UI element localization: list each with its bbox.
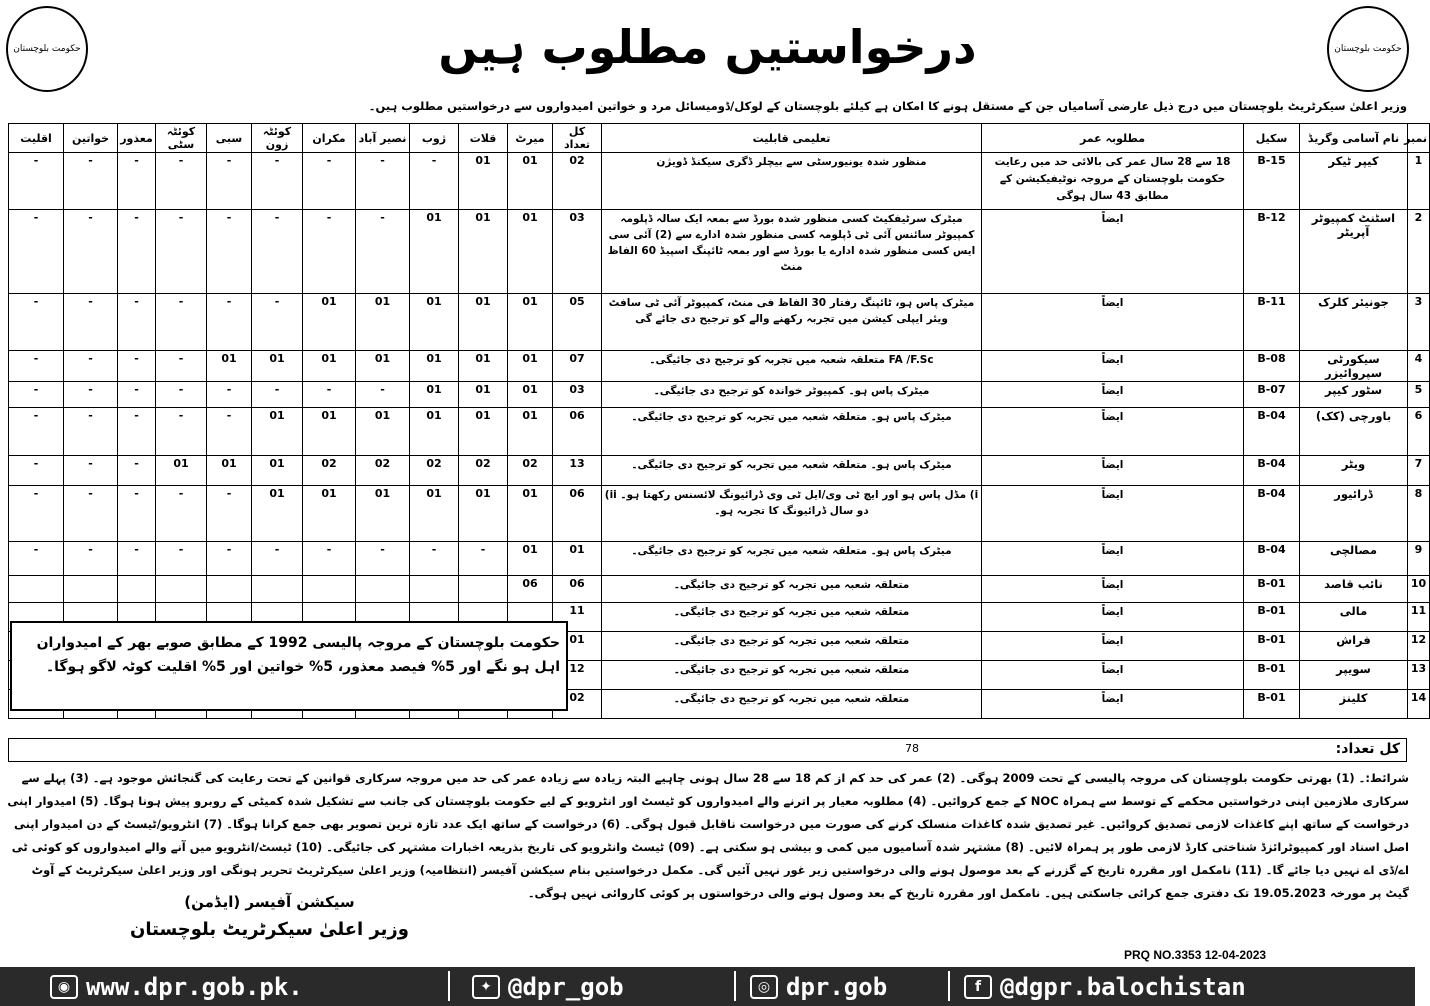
table-row: [9, 210, 1430, 294]
cell-total: 02: [553, 153, 602, 210]
cell-total: 03: [553, 382, 602, 408]
cell-qual: میٹرک پاس ہو۔ متعلقہ شعبہ میں تجربہ کو ترجیح دی جائیگی۔: [602, 408, 982, 456]
cell-nasirabad: -: [356, 382, 410, 408]
column-header: نام آسامی وگریڈ: [1300, 124, 1408, 153]
cell-kalat: 01: [459, 486, 508, 542]
conditions-text: شرائط:۔ (1) بھرتی حکومت بلوچستان کی مروجہ پالیسی کے تحت 2009 ہوگی۔ (2) عمر کی حد کم از کم 18 سے 28 سال ہونی چاہیے البتہ زیادہ سے زیادہ عمر کی حد میں مروجہ سرکاری قوانین کے تحت رعایت کی گنجائش موجود ہے۔ (3) پہلے سے سرکاری ملازمین اپنی درخواستیں محکمے کے توسط سے ہمراہ NOC کے جمع کروائیں۔ (4) مطلوبہ معیار پر اترنے والے امیدواروں کو ٹیسٹ اور انٹرویو کے لیے حکومت بلوچستان کی جانب سے تشکیل شدہ کمیٹی کے روبرو پیش ہونا ہوگا۔ (5) امیدوار اپنی درخواست کے ساتھ اپنے کاغذات لازمی تصدیق کروائیں۔ غیر تصدیق شدہ کاغذات منسلک کرنے کی صورت میں درخواست ناقابل قبول ہوگی۔ (6) درخواست کے ساتھ ایک عدد تازہ ترین تصویر بھی جمع کرانا ہوگا۔ (7) انٹرویو/ٹیسٹ کے دن امیدوار اپنی اصل اسناد اور کمپیوٹرائزڈ شناختی کارڈ لازمی طور پر ہمراہ لائیں۔ (8) مشتہر شدہ آسامیوں میں کمی و بیشی ہو سکتی ہے۔ (09) ٹیسٹ وانٹرویو کی تاریخ بذریعہ اخبارات مشتہر کی جائیگی۔ (10) ٹیسٹ/انٹرویو میں آنے والے امیدواروں کو کوئی ٹی اے/ڈی اے نہیں دیا جائے گا۔ (11) نامکمل اور مقررہ تاریخ کے گزرنے کے بعد موصول ہونے والی درخواستیں زیر غور نہیں آئیں گی۔ مکمل درخواستیں بنام سیکشن آفیسر (انتظامیہ) وزیر اعلیٰ سیکرٹریٹ تحریر ہونگی اور وزیر اعلیٰ سیکرٹریٹ کے آوٹ گیٹ پر مورخہ 19.05.2023 تک دفتری جمع کرائی جاسکتی ہیں۔ نامکمل اور مقررہ تاریخ کے بعد وصول ہونے والی درخواستوں پر کوئی کاروائی نہیں ہوگی۔: [7, 771, 1409, 900]
cell-total: 05: [553, 294, 602, 351]
cell-minority: -: [9, 408, 64, 456]
intro-text: وزیر اعلیٰ سیکرٹریٹ بلوچستان میں درج ذیل عارضی آسامیاں جن کے مستقل ہونے کا امکان ہے کیلئے بلوچستان کے لوکل/ڈومیسائل مرد و خواتین امیدواروں سے درخواستیں مطلوب ہیں۔: [368, 99, 1407, 113]
total-value: 78: [905, 742, 919, 755]
column-header: ژوب: [410, 124, 459, 153]
cell-makran: 02: [303, 456, 356, 486]
cell-minority: -: [9, 153, 64, 210]
cell-qual: i) مڈل پاس ہو اور ایچ ٹی وی/ایل ٹی وی ڈرائیونگ لائسنس رکھتا ہو۔ ii) دو سال ڈرائیونگ کا تجربہ ہو۔: [602, 486, 982, 542]
column-header: خواتین: [64, 124, 118, 153]
logo-right-text: حکومت بلوچستان: [1334, 44, 1402, 54]
cell-age: ایضاً: [982, 408, 1244, 456]
website-link[interactable]: [50, 973, 303, 1001]
cell-quetta-zone: -: [252, 382, 303, 408]
cell-disabled: -: [118, 153, 156, 210]
instagram-link[interactable]: [750, 973, 887, 1001]
cell-scale: B-07: [1244, 382, 1300, 408]
cell-women: -: [64, 294, 118, 351]
cell-quetta-city: -: [156, 408, 207, 456]
cell-disabled: -: [118, 210, 156, 294]
table-row: [9, 351, 1430, 382]
cell-sibi: -: [207, 486, 252, 542]
cell-sibi: [207, 576, 252, 603]
cell-sibi: -: [207, 408, 252, 456]
cell-kalat: 01: [459, 153, 508, 210]
cell-zhob: 01: [410, 486, 459, 542]
footer-bar: [0, 967, 1415, 1006]
total-row: [8, 738, 1407, 762]
cell-zhob: 01: [410, 294, 459, 351]
cell-no: 10: [1408, 576, 1430, 603]
column-header: کل تعداد: [553, 124, 602, 153]
cell-qual: متعلقہ شعبہ میں تجربہ کو ترجیح دی جائیگی۔: [602, 603, 982, 632]
cell-quetta-city: -: [156, 351, 207, 382]
cell-scale: B-15: [1244, 153, 1300, 210]
cell-merit: 02: [508, 456, 553, 486]
cell-total: 12: [553, 661, 602, 690]
column-header: اقلیت: [9, 124, 64, 153]
cell-kalat: 01: [459, 382, 508, 408]
cell-zhob: 01: [410, 210, 459, 294]
cell-zhob: 02: [410, 456, 459, 486]
cell-name: کلینز: [1300, 690, 1408, 719]
cell-makran: 01: [303, 408, 356, 456]
cell-total: 06: [553, 486, 602, 542]
cell-qual: متعلقہ شعبہ میں تجربہ کو ترجیح دی جائیگی۔: [602, 661, 982, 690]
cell-makran: 01: [303, 486, 356, 542]
cell-merit: 01: [508, 153, 553, 210]
cell-kalat: -: [459, 542, 508, 576]
cell-sibi: 01: [207, 456, 252, 486]
cell-name: اسٹنٹ کمپیوٹر آپریٹر: [1300, 210, 1408, 294]
cell-zhob: 01: [410, 408, 459, 456]
cell-quetta-zone: -: [252, 210, 303, 294]
cell-women: -: [64, 351, 118, 382]
cell-quetta-zone: -: [252, 294, 303, 351]
column-header: سکیل: [1244, 124, 1300, 153]
cell-name: فراش: [1300, 632, 1408, 661]
cell-age: ایضاً: [982, 456, 1244, 486]
cell-minority: -: [9, 294, 64, 351]
cell-sibi: -: [207, 382, 252, 408]
cell-merit: 01: [508, 351, 553, 382]
cell-age: ایضاً: [982, 632, 1244, 661]
cell-minority: -: [9, 542, 64, 576]
cell-quetta-zone: 01: [252, 456, 303, 486]
cell-nasirabad: -: [356, 153, 410, 210]
cell-women: -: [64, 456, 118, 486]
headline: درخواستیں مطلوب ہیں: [438, 20, 977, 74]
cell-scale: B-11: [1244, 294, 1300, 351]
cell-quetta-city: -: [156, 486, 207, 542]
column-header: میرٹ: [508, 124, 553, 153]
cell-scale: B-01: [1244, 603, 1300, 632]
cell-zhob: 01: [410, 351, 459, 382]
instagram-handle: dpr.gob: [786, 973, 888, 1001]
cell-women: -: [64, 210, 118, 294]
cell-quetta-city: [156, 576, 207, 603]
cell-qual: منظور شدہ یونیورسٹی سے بیچلر ڈگری سیکنڈ ڈویژن: [602, 153, 982, 210]
cell-age: ایضاً: [982, 382, 1244, 408]
cell-quetta-zone: 01: [252, 408, 303, 456]
cell-no: 6: [1408, 408, 1430, 456]
cell-quetta-zone: [252, 576, 303, 603]
cell-disabled: [118, 576, 156, 603]
cell-women: -: [64, 153, 118, 210]
cell-zhob: -: [410, 542, 459, 576]
cell-age: ایضاً: [982, 210, 1244, 294]
cell-zhob: -: [410, 153, 459, 210]
cell-quetta-city: -: [156, 294, 207, 351]
cell-kalat: [459, 576, 508, 603]
cell-minority: -: [9, 351, 64, 382]
cell-qual: میٹرک پاس ہو۔ متعلقہ شعبہ میں تجربہ کو ترجیح دی جائیگی۔: [602, 456, 982, 486]
cell-merit: 01: [508, 408, 553, 456]
table-header-row: [9, 124, 1430, 153]
table-row: [9, 542, 1430, 576]
cell-quetta-zone: 01: [252, 351, 303, 382]
cell-age: ایضاً: [982, 351, 1244, 382]
cell-name: نائب قاصد: [1300, 576, 1408, 603]
website-text: www.dpr.gob.pk.: [86, 973, 303, 1001]
cell-nasirabad: 01: [356, 351, 410, 382]
cell-no: 12: [1408, 632, 1430, 661]
cell-scale: B-04: [1244, 542, 1300, 576]
cell-disabled: -: [118, 294, 156, 351]
cell-total: 01: [553, 542, 602, 576]
column-header: نصیر آباد: [356, 124, 410, 153]
cell-scale: B-12: [1244, 210, 1300, 294]
cell-zhob: [410, 576, 459, 603]
cell-nasirabad: 01: [356, 408, 410, 456]
cell-disabled: -: [118, 408, 156, 456]
cell-minority: -: [9, 456, 64, 486]
cell-age: 18 سے 28 سال عمر کی بالائی حد میں رعایت حکومت بلوچستان کے مروجہ نوٹیفیکیشن کے مطابق 43 سال ہوگی: [982, 153, 1244, 210]
table-row: [9, 382, 1430, 408]
cell-sibi: 01: [207, 351, 252, 382]
cell-name: سیکورٹی سپروائیزر: [1300, 351, 1408, 382]
cell-total: 11: [553, 603, 602, 632]
instagram-icon: ◎: [750, 975, 778, 999]
cell-merit: 01: [508, 486, 553, 542]
cell-nasirabad: -: [356, 210, 410, 294]
cell-name: سٹور کیپر: [1300, 382, 1408, 408]
signature-title: سیکشن آفیسر (ایڈمن): [184, 893, 355, 911]
signature-office: وزیر اعلیٰ سیکرٹریٹ بلوچستان: [130, 919, 409, 940]
cell-name: کیپر ٹیکر: [1300, 153, 1408, 210]
cell-makran: -: [303, 210, 356, 294]
cell-scale: B-01: [1244, 690, 1300, 719]
column-header: مکران: [303, 124, 356, 153]
cell-scale: B-04: [1244, 408, 1300, 456]
cell-name: سویپر: [1300, 661, 1408, 690]
cell-quetta-city: -: [156, 382, 207, 408]
cell-kalat: 01: [459, 210, 508, 294]
cell-no: 11: [1408, 603, 1430, 632]
cell-name: باورچی (کک): [1300, 408, 1408, 456]
column-header: مطلوبہ عمر: [982, 124, 1244, 153]
cell-quetta-zone: -: [252, 153, 303, 210]
cell-women: [64, 576, 118, 603]
cell-minority: -: [9, 210, 64, 294]
cell-age: ایضاً: [982, 603, 1244, 632]
cell-total: 03: [553, 210, 602, 294]
cell-minority: -: [9, 382, 64, 408]
cell-sibi: -: [207, 210, 252, 294]
table-row: [9, 486, 1430, 542]
cell-makran: [303, 576, 356, 603]
facebook-handle: @dgpr.balochistan: [1000, 973, 1246, 1001]
cell-sibi: -: [207, 153, 252, 210]
footer-divider: [948, 971, 950, 1001]
cell-total: 01: [553, 632, 602, 661]
cell-scale: B-08: [1244, 351, 1300, 382]
cell-quetta-city: 01: [156, 456, 207, 486]
column-header: تعلیمی قابلیت: [602, 124, 982, 153]
logo-left-text: حکومت بلوچستان: [13, 44, 81, 54]
cell-age: ایضاً: [982, 661, 1244, 690]
cell-quetta-zone: -: [252, 542, 303, 576]
cell-qual: FA /F.Sc متعلقہ شعبہ میں تجربہ کو ترجیح دی جائیگی۔: [602, 351, 982, 382]
cell-no: 1: [1408, 153, 1430, 210]
cell-age: ایضاً: [982, 576, 1244, 603]
table-row: [9, 408, 1430, 456]
cell-merit: 01: [508, 542, 553, 576]
column-header: معذور: [118, 124, 156, 153]
cell-scale: B-04: [1244, 456, 1300, 486]
cell-women: -: [64, 542, 118, 576]
cell-qual: میٹرک سرٹیفکیٹ کسی منظور شدہ بورڈ سے بمعہ ایک سالہ ڈپلومہ کمپیوٹر سائنس آئی ٹی ڈپلومہ کسی منظور شدہ ادارے سے (2) آئی سی ایس کسی منظور شدہ ادارے یا بورڈ سے اور بمعہ ٹائپنگ اسپیڈ 60 الفاظ منٹ: [602, 210, 982, 294]
cell-disabled: -: [118, 486, 156, 542]
twitter-link[interactable]: [472, 973, 624, 1001]
cell-no: 14: [1408, 690, 1430, 719]
cell-minority: [9, 576, 64, 603]
cell-merit: 01: [508, 294, 553, 351]
footer-divider: [734, 971, 736, 1001]
cell-qual: میٹرک پاس ہو، ٹائپنگ رفتار 30 الفاظ فی منٹ، کمپیوٹر آئی ٹی سافٹ ویئر ایپلی کیشن میں تجربہ رکھنے والے کو ترجیح دی جائے گی: [602, 294, 982, 351]
cell-age: ایضاً: [982, 690, 1244, 719]
cell-nasirabad: 01: [356, 486, 410, 542]
cell-name: مالی: [1300, 603, 1408, 632]
globe-icon: ◉: [50, 975, 78, 999]
column-header: سبی: [207, 124, 252, 153]
cell-no: 4: [1408, 351, 1430, 382]
cell-scale: B-01: [1244, 576, 1300, 603]
cell-makran: 01: [303, 294, 356, 351]
cell-total: 06: [553, 576, 602, 603]
cell-total: 13: [553, 456, 602, 486]
cell-merit: 01: [508, 382, 553, 408]
cell-sibi: -: [207, 294, 252, 351]
cell-women: -: [64, 486, 118, 542]
cell-women: -: [64, 382, 118, 408]
twitter-icon: ✦: [472, 975, 500, 999]
cell-no: 2: [1408, 210, 1430, 294]
cell-no: 13: [1408, 661, 1430, 690]
cell-makran: -: [303, 542, 356, 576]
footer-divider: [448, 971, 450, 1001]
cell-nasirabad: [356, 576, 410, 603]
cell-name: مصالچی: [1300, 542, 1408, 576]
cell-total: 02: [553, 690, 602, 719]
cell-merit: 06: [508, 576, 553, 603]
cell-name: جونیئر کلرک: [1300, 294, 1408, 351]
cell-age: ایضاً: [982, 486, 1244, 542]
cell-age: ایضاً: [982, 542, 1244, 576]
cell-merit: 01: [508, 210, 553, 294]
total-label: کل تعداد:: [1335, 741, 1400, 757]
cell-minority: -: [9, 486, 64, 542]
twitter-handle: @dpr_gob: [508, 973, 624, 1001]
cell-no: 3: [1408, 294, 1430, 351]
cell-total: 06: [553, 408, 602, 456]
cell-no: 5: [1408, 382, 1430, 408]
quota-policy-note: حکومت بلوچستان کے مروجہ پالیسی 1992 کے مطابق صوبے بھر کے امیدواران اہل ہو نگے اور 5% فیصد معذور، 5% خواتین اور 5% اقلیت کوٹہ لاگو ہوگا۔: [10, 621, 568, 711]
cell-quetta-city: -: [156, 210, 207, 294]
facebook-icon: f: [964, 975, 992, 999]
cell-name: ڈرائیور: [1300, 486, 1408, 542]
cell-makran: -: [303, 153, 356, 210]
cell-zhob: 01: [410, 382, 459, 408]
cell-qual: متعلقہ شعبہ میں تجربہ کو ترجیح دی جائیگی۔: [602, 576, 982, 603]
cell-qual: متعلقہ شعبہ میں تجربہ کو ترجیح دی جائیگی۔: [602, 632, 982, 661]
cell-qual: میٹرک پاس ہو۔ متعلقہ شعبہ میں تجربہ کو ترجیح دی جائیگی۔: [602, 542, 982, 576]
cell-nasirabad: 01: [356, 294, 410, 351]
signature-block: [130, 893, 409, 940]
table-row: [9, 294, 1430, 351]
cell-name: ویٹر: [1300, 456, 1408, 486]
cell-scale: B-01: [1244, 661, 1300, 690]
cell-no: 8: [1408, 486, 1430, 542]
cell-quetta-zone: 01: [252, 486, 303, 542]
cell-women: -: [64, 408, 118, 456]
column-header: نمبر: [1408, 124, 1430, 153]
cell-qual: متعلقہ شعبہ میں تجربہ کو ترجیح دی جائیگی۔: [602, 690, 982, 719]
cell-age: ایضاً: [982, 294, 1244, 351]
cell-makran: 01: [303, 351, 356, 382]
facebook-link[interactable]: [964, 973, 1246, 1001]
table-row: [9, 153, 1430, 210]
cell-no: 9: [1408, 542, 1430, 576]
cell-disabled: -: [118, 382, 156, 408]
cell-nasirabad: 02: [356, 456, 410, 486]
column-header: قلات: [459, 124, 508, 153]
cell-scale: B-04: [1244, 486, 1300, 542]
cell-nasirabad: -: [356, 542, 410, 576]
cell-kalat: 01: [459, 294, 508, 351]
cell-qual: میٹرک پاس ہو۔ کمپیوٹر خواندہ کو ترجیح دی جائیگی۔: [602, 382, 982, 408]
cell-kalat: 02: [459, 456, 508, 486]
cell-makran: -: [303, 382, 356, 408]
cell-disabled: -: [118, 351, 156, 382]
cell-disabled: -: [118, 456, 156, 486]
column-header: کوئٹہ سٹی: [156, 124, 207, 153]
cell-quetta-city: -: [156, 153, 207, 210]
column-header: کوئٹہ زون: [252, 124, 303, 153]
cell-scale: B-01: [1244, 632, 1300, 661]
cell-quetta-city: -: [156, 542, 207, 576]
cell-total: 07: [553, 351, 602, 382]
cell-sibi: -: [207, 542, 252, 576]
cell-disabled: -: [118, 542, 156, 576]
cell-kalat: 01: [459, 351, 508, 382]
prq-number: PRQ NO.3353 12-04-2023: [1124, 948, 1267, 962]
cell-kalat: 01: [459, 408, 508, 456]
table-row: [9, 576, 1430, 603]
cell-no: 7: [1408, 456, 1430, 486]
table-row: [9, 456, 1430, 486]
